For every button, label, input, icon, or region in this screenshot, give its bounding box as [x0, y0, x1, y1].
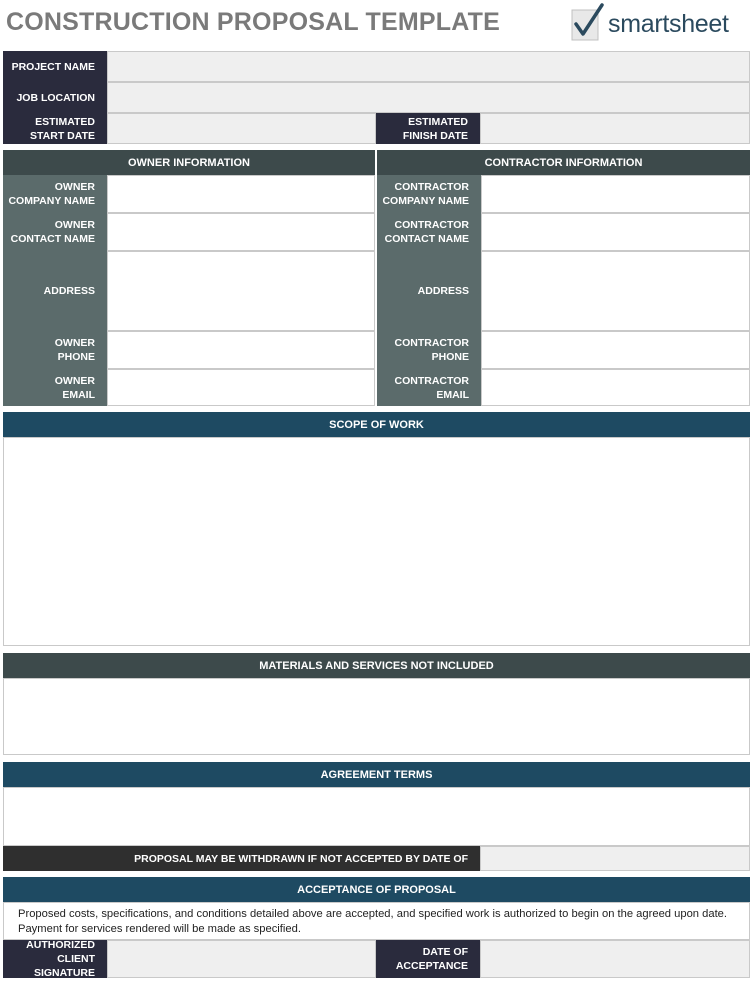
contractor-address-label: ADDRESS	[377, 251, 481, 331]
contractor-email-field[interactable]	[481, 369, 750, 406]
start-date-label: ESTIMATED START DATE	[3, 113, 107, 144]
contractor-contact-label: CONTRACTOR CONTACT NAME	[377, 213, 481, 251]
checkmark-icon	[570, 2, 606, 44]
page-title: CONSTRUCTION PROPOSAL TEMPLATE	[6, 8, 500, 36]
materials-header: MATERIALS AND SERVICES NOT INCLUDED	[3, 653, 750, 678]
owner-address-label: ADDRESS	[3, 251, 107, 331]
contractor-address-field[interactable]	[481, 251, 750, 331]
logo-wordmark: smartsheet	[608, 10, 729, 38]
materials-field[interactable]	[3, 678, 750, 755]
owner-contact-field[interactable]	[107, 213, 375, 251]
date-of-acceptance-field[interactable]	[480, 940, 750, 978]
finish-date-label: ESTIMATED FINISH DATE	[376, 113, 480, 144]
owner-phone-field[interactable]	[107, 331, 375, 369]
job-location-label: JOB LOCATION	[3, 82, 107, 113]
agreement-terms-field[interactable]	[3, 787, 750, 846]
owner-info-header: OWNER INFORMATION	[3, 150, 375, 175]
job-location-field[interactable]	[107, 82, 750, 113]
contractor-company-field[interactable]	[481, 175, 750, 213]
finish-date-field[interactable]	[480, 113, 750, 144]
project-name-field[interactable]	[107, 51, 750, 82]
withdrawn-label: PROPOSAL MAY BE WITHDRAWN IF NOT ACCEPTED BY DATE OF	[3, 846, 480, 871]
owner-address-field[interactable]	[107, 251, 375, 331]
agreement-terms-header: AGREEMENT TERMS	[3, 762, 750, 787]
owner-phone-label: OWNER PHONE	[3, 331, 107, 369]
smartsheet-logo	[570, 2, 750, 44]
date-of-acceptance-label: DATE OF ACCEPTANCE	[376, 940, 480, 978]
acceptance-text: Proposed costs, specifications, and conditions detailed above are accepted, and specified work is authorized to begin on the agreed upon date. Payment for services rendered will be made as specified.	[3, 902, 750, 940]
contractor-info-header: CONTRACTOR INFORMATION	[377, 150, 750, 175]
client-signature-field[interactable]	[107, 940, 376, 978]
start-date-field[interactable]	[107, 113, 376, 144]
acceptance-header: ACCEPTANCE OF PROPOSAL	[3, 877, 750, 902]
owner-company-field[interactable]	[107, 175, 375, 213]
project-name-label: PROJECT NAME	[3, 51, 107, 82]
owner-contact-label: OWNER CONTACT NAME	[3, 213, 107, 251]
withdrawn-date-field[interactable]	[480, 846, 750, 871]
contractor-phone-field[interactable]	[481, 331, 750, 369]
owner-company-label: OWNER COMPANY NAME	[3, 175, 107, 213]
owner-email-field[interactable]	[107, 369, 375, 406]
scope-of-work-header: SCOPE OF WORK	[3, 412, 750, 437]
scope-of-work-field[interactable]	[3, 437, 750, 646]
owner-email-label: OWNER EMAIL	[3, 369, 107, 406]
contractor-phone-label: CONTRACTOR PHONE	[377, 331, 481, 369]
contractor-contact-field[interactable]	[481, 213, 750, 251]
contractor-email-label: CONTRACTOR EMAIL	[377, 369, 481, 406]
contractor-company-label: CONTRACTOR COMPANY NAME	[377, 175, 481, 213]
client-signature-label: AUTHORIZED CLIENT SIGNATURE	[3, 940, 107, 978]
